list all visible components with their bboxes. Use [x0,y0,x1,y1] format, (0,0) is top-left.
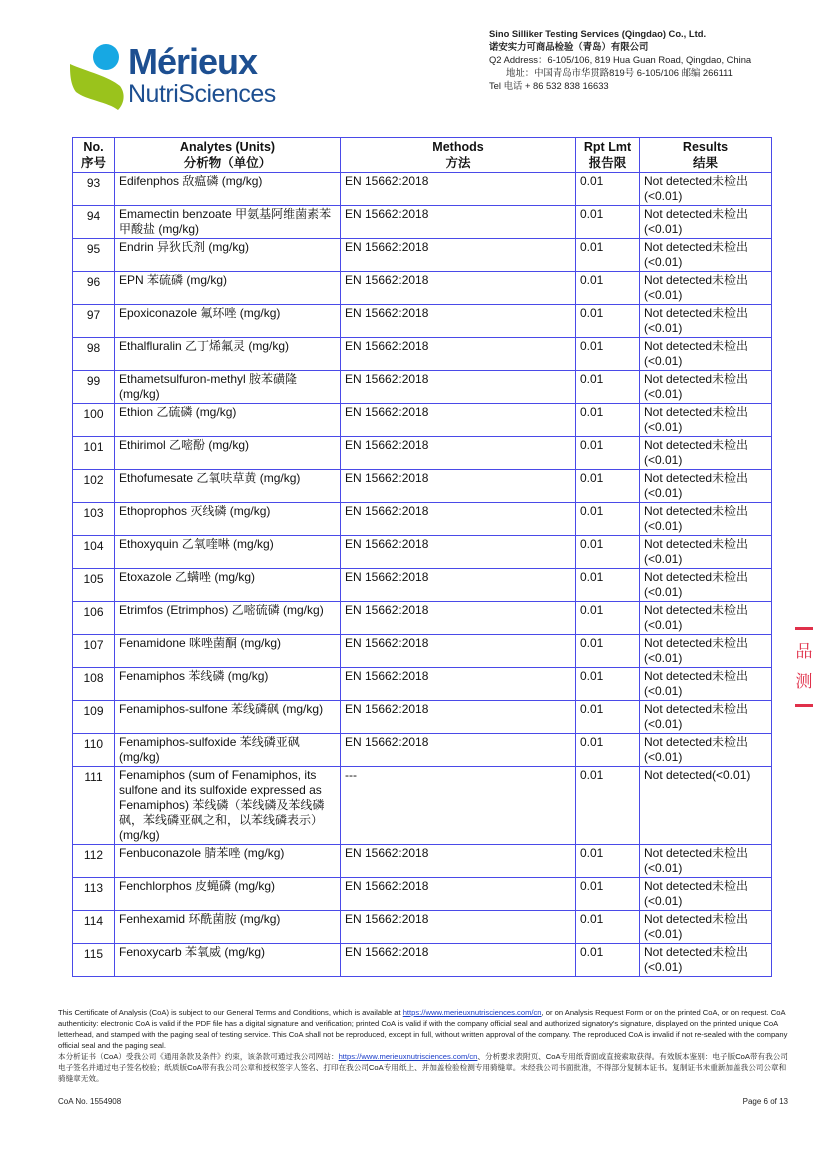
table-row [73,536,772,569]
row-number: 101 [73,437,115,470]
method-cell: EN 15662:2018 [341,668,576,701]
result-cell: Not detected未检出(<0.01) [640,437,772,470]
rpt-lmt-cell: 0.01 [576,371,640,404]
result-cell: Not detected未检出(<0.01) [640,701,772,734]
method-cell: EN 15662:2018 [341,338,576,371]
method-cell: --- [341,767,576,845]
method-cell: EN 15662:2018 [341,206,576,239]
row-number: 111 [73,767,115,845]
row-number: 114 [73,911,115,944]
rpt-lmt-cell: 0.01 [576,173,640,206]
method-cell: EN 15662:2018 [341,701,576,734]
row-number: 104 [73,536,115,569]
column-header-result [640,138,772,173]
method-cell: EN 15662:2018 [341,272,576,305]
result-cell: Not detected未检出(<0.01) [640,404,772,437]
analyte-cell: Ethion 乙硫磷 (mg/kg) [115,404,341,437]
rpt-lmt-cell: 0.01 [576,206,640,239]
method-cell: EN 15662:2018 [341,437,576,470]
table-row [73,944,772,977]
rpt-lmt-cell: 0.01 [576,305,640,338]
seal-char: 测 [795,672,813,691]
coa-number: CoA No. 1554908 [58,1097,122,1106]
row-number: 103 [73,503,115,536]
result-cell: Not detected未检出(<0.01) [640,338,772,371]
table-row [73,734,772,767]
result-cell: Not detected未检出(<0.01) [640,503,772,536]
table-row [73,602,772,635]
analyte-cell: EPN 苯硫磷 (mg/kg) [115,272,341,305]
row-number: 108 [73,668,115,701]
table-row [73,503,772,536]
result-cell: Not detected未检出(<0.01) [640,239,772,272]
method-cell: EN 15662:2018 [341,878,576,911]
method-cell: EN 15662:2018 [341,635,576,668]
header-en: No. [83,140,104,154]
row-number: 95 [73,239,115,272]
results-table [72,137,772,977]
analyte-cell: Ethirimol 乙嘧酚 (mg/kg) [115,437,341,470]
seal-char: 品 [795,642,813,661]
analyte-cell: Fenamiphos (sum of Fenamiphos, its sulfone and its sulfoxide expressed as Fenamiphos) 苯线磷（苯线磷及苯线磷砜，苯线磷亚砜之和，以苯线磷表示）(mg/kg) [115,767,341,845]
rpt-lmt-cell: 0.01 [576,338,640,371]
method-cell: EN 15662:2018 [341,845,576,878]
row-number: 98 [73,338,115,371]
column-header-method [341,138,576,173]
row-number: 96 [73,272,115,305]
analyte-cell: Ethofumesate 乙氧呋草黄 (mg/kg) [115,470,341,503]
result-cell: Not detected未检出(<0.01) [640,569,772,602]
analyte-cell: Edifenphos 敌瘟磷 (mg/kg) [115,173,341,206]
result-cell: Not detected未检出(<0.01) [640,371,772,404]
analyte-cell: Fenamiphos-sulfoxide 苯线磷亚砜 (mg/kg) [115,734,341,767]
method-cell: EN 15662:2018 [341,569,576,602]
method-cell: EN 15662:2018 [341,173,576,206]
row-number: 106 [73,602,115,635]
table-row [73,767,772,845]
header-cn: 方法 [445,156,471,170]
company-tel: Tel 电话 + 86 532 838 16633 [489,80,609,91]
result-cell: Not detected未检出(<0.01) [640,536,772,569]
table-row [73,701,772,734]
paging-seal [794,620,813,714]
rpt-lmt-cell: 0.01 [576,536,640,569]
row-number: 94 [73,206,115,239]
header-en: Rpt Lmt [583,140,632,154]
footer-disclaimer [58,1007,788,1084]
row-number: 107 [73,635,115,668]
letterhead [0,0,813,137]
method-cell: EN 15662:2018 [341,602,576,635]
row-number: 102 [73,470,115,503]
rpt-lmt-cell: 0.01 [576,635,640,668]
logo-text-merieux: Mérieux [128,41,258,82]
method-cell: EN 15662:2018 [341,911,576,944]
disclaimer-en-cont: , or on Analysis Request Form or on the printed CoA, or on request. CoA authenticity: electronic CoA is valid if the PDF file has a digital signature and verification; printed CoA is valid if with the company official seal and authorized signatory's signature, displayed on the printed unique CoA letterhead, and stamped with the paging seal of testing service. This CoA shall not be reproduced, except in full, without written approval of the company. The reproduced CoA is invalid if not re-sealed with the company official seal and the paging seal. [58,1008,788,1050]
method-cell: EN 15662:2018 [341,536,576,569]
method-cell: EN 15662:2018 [341,371,576,404]
table-row [73,635,772,668]
method-cell: EN 15662:2018 [341,305,576,338]
table-row [73,668,772,701]
disclaimer-en: This Certificate of Analysis (CoA) is subject to our General Terms and Conditions, which is available at [58,1008,403,1017]
row-number: 113 [73,878,115,911]
table-row [73,911,772,944]
result-cell: Not detected未检出(<0.01) [640,305,772,338]
row-number: 100 [73,404,115,437]
rpt-lmt-cell: 0.01 [576,470,640,503]
result-cell: Not detected未检出(<0.01) [640,470,772,503]
result-cell: Not detected未检出(<0.01) [640,944,772,977]
method-cell: EN 15662:2018 [341,503,576,536]
analyte-cell: Endrin 异狄氏剂 (mg/kg) [115,239,341,272]
result-cell: Not detected未检出(<0.01) [640,845,772,878]
company-address-en: Q2 Address：6-105/106, 819 Hua Guan Road, Qingdao, China [489,54,752,65]
result-cell: Not detected未检出(<0.01) [640,734,772,767]
rpt-lmt-cell: 0.01 [576,503,640,536]
table-row [73,206,772,239]
analyte-cell: Fenchlorphos 皮蝇磷 (mg/kg) [115,878,341,911]
analyte-cell: Ethametsulfuron-methyl 胺苯磺隆 (mg/kg) [115,371,341,404]
table-row [73,878,772,911]
company-info [489,27,807,92]
merieux-logo [66,40,276,112]
table-row [73,569,772,602]
rpt-lmt-cell: 0.01 [576,437,640,470]
analyte-cell: Ethalfluralin 乙丁烯氟灵 (mg/kg) [115,338,341,371]
page-footer-row [58,1096,788,1107]
disclaimer-cn-cont: 、分析要求表附页、CoA专用纸背面或直接索取获得。有效版本鉴别：电子版CoA带有我公司电子签名并通过电子签名校验；纸质版CoA带有我公司公章和授权签字人签名、打印在我公司CoA专用纸上、并加盖检验检测专用骑缝章。未经我公司书面批准，不得部分复制本证书。复制证书未重新加盖我公司公章和骑缝章无效。 [58,1052,788,1083]
result-cell: Not detected(<0.01) [640,767,772,845]
row-number: 109 [73,701,115,734]
method-cell: EN 15662:2018 [341,944,576,977]
analyte-cell: Fenamiphos 苯线磷 (mg/kg) [115,668,341,701]
header-en: Methods [432,140,484,154]
analyte-cell: Ethoxyquin 乙氧喹啉 (mg/kg) [115,536,341,569]
terms-link[interactable]: https://www.merieuxnutrisciences.com/cn [402,1008,542,1017]
table-row [73,239,772,272]
leaf-icon [68,62,126,110]
result-cell: Not detected未检出(<0.01) [640,602,772,635]
rpt-lmt-cell: 0.01 [576,239,640,272]
result-cell: Not detected未检出(<0.01) [640,668,772,701]
analyte-cell: Fenamidone 咪唑菌酮 (mg/kg) [115,635,341,668]
result-cell: Not detected未检出(<0.01) [640,173,772,206]
company-name-cn: 诺安实力可商品检验（青岛）有限公司 [489,41,649,52]
table-row [73,470,772,503]
rpt-lmt-cell: 0.01 [576,878,640,911]
row-number: 105 [73,569,115,602]
rpt-lmt-cell: 0.01 [576,701,640,734]
table-row [73,272,772,305]
method-cell: EN 15662:2018 [341,239,576,272]
result-cell: Not detected未检出(<0.01) [640,206,772,239]
analyte-cell: Fenamiphos-sulfone 苯线磷砜 (mg/kg) [115,701,341,734]
header-en: Results [682,140,729,154]
method-cell: EN 15662:2018 [341,404,576,437]
table-row [73,305,772,338]
rpt-lmt-cell: 0.01 [576,272,640,305]
rpt-lmt-cell: 0.01 [576,911,640,944]
logo-text-nutrisciences: NutriSciences [128,80,276,108]
rpt-lmt-cell: 0.01 [576,569,640,602]
page-number: Page 6 of 13 [742,1097,788,1106]
rpt-lmt-cell: 0.01 [576,602,640,635]
rpt-lmt-cell: 0.01 [576,845,640,878]
analyte-cell: Ethoprophos 灭线磷 (mg/kg) [115,503,341,536]
rpt-lmt-cell: 0.01 [576,767,640,845]
header-cn: 结果 [692,156,718,170]
row-number: 115 [73,944,115,977]
row-number: 112 [73,845,115,878]
disclaimer-cn: 本分析证书（CoA）受我公司《通用条款及条件》约束，该条款可通过我公司网站： [58,1052,339,1061]
rpt-lmt-cell: 0.01 [576,668,640,701]
terms-link-cn[interactable]: https://www.merieuxnutrisciences.com/cn [338,1052,478,1061]
analyte-cell: Fenoxycarb 苯氧威 (mg/kg) [115,944,341,977]
result-cell: Not detected未检出(<0.01) [640,878,772,911]
header-cn: 分析物（单位） [183,156,272,170]
table-row [73,371,772,404]
method-cell: EN 15662:2018 [341,470,576,503]
rpt-lmt-cell: 0.01 [576,734,640,767]
result-cell: Not detected未检出(<0.01) [640,635,772,668]
row-number: 99 [73,371,115,404]
rpt-lmt-cell: 0.01 [576,944,640,977]
analyte-cell: Fenbuconazole 腈苯唑 (mg/kg) [115,845,341,878]
table-row [73,173,772,206]
result-cell: Not detected未检出(<0.01) [640,272,772,305]
result-cell: Not detected未检出(<0.01) [640,911,772,944]
analyte-cell: Etrimfos (Etrimphos) 乙嘧硫磷 (mg/kg) [115,602,341,635]
logo-dot-icon [93,44,119,70]
table-header-row [73,138,772,173]
analyte-cell: Epoxiconazole 氟环唑 (mg/kg) [115,305,341,338]
analyte-cell: Etoxazole 乙螨唑 (mg/kg) [115,569,341,602]
row-number: 97 [73,305,115,338]
company-name-en: Sino Silliker Testing Services (Qingdao) Co., Ltd. [489,28,707,39]
rpt-lmt-cell: 0.01 [576,404,640,437]
column-header-rpt-lmt [576,138,640,173]
column-header-no [73,138,115,173]
header-cn: 报告限 [588,156,627,170]
column-header-analyte [115,138,341,173]
method-cell: EN 15662:2018 [341,734,576,767]
analyte-cell: Emamectin benzoate 甲氨基阿维菌素苯甲酸盐 (mg/kg) [115,206,341,239]
header-en: Analytes (Units) [179,140,276,154]
row-number: 93 [73,173,115,206]
analyte-cell: Fenhexamid 环酰菌胺 (mg/kg) [115,911,341,944]
table-row [73,437,772,470]
company-address-cn: 地址：中国青岛市华贯路819号 6-105/106 邮编 266111 [506,67,733,78]
table-row [73,845,772,878]
table-row [73,404,772,437]
row-number: 110 [73,734,115,767]
table-row [73,338,772,371]
header-cn: 序号 [80,156,106,170]
